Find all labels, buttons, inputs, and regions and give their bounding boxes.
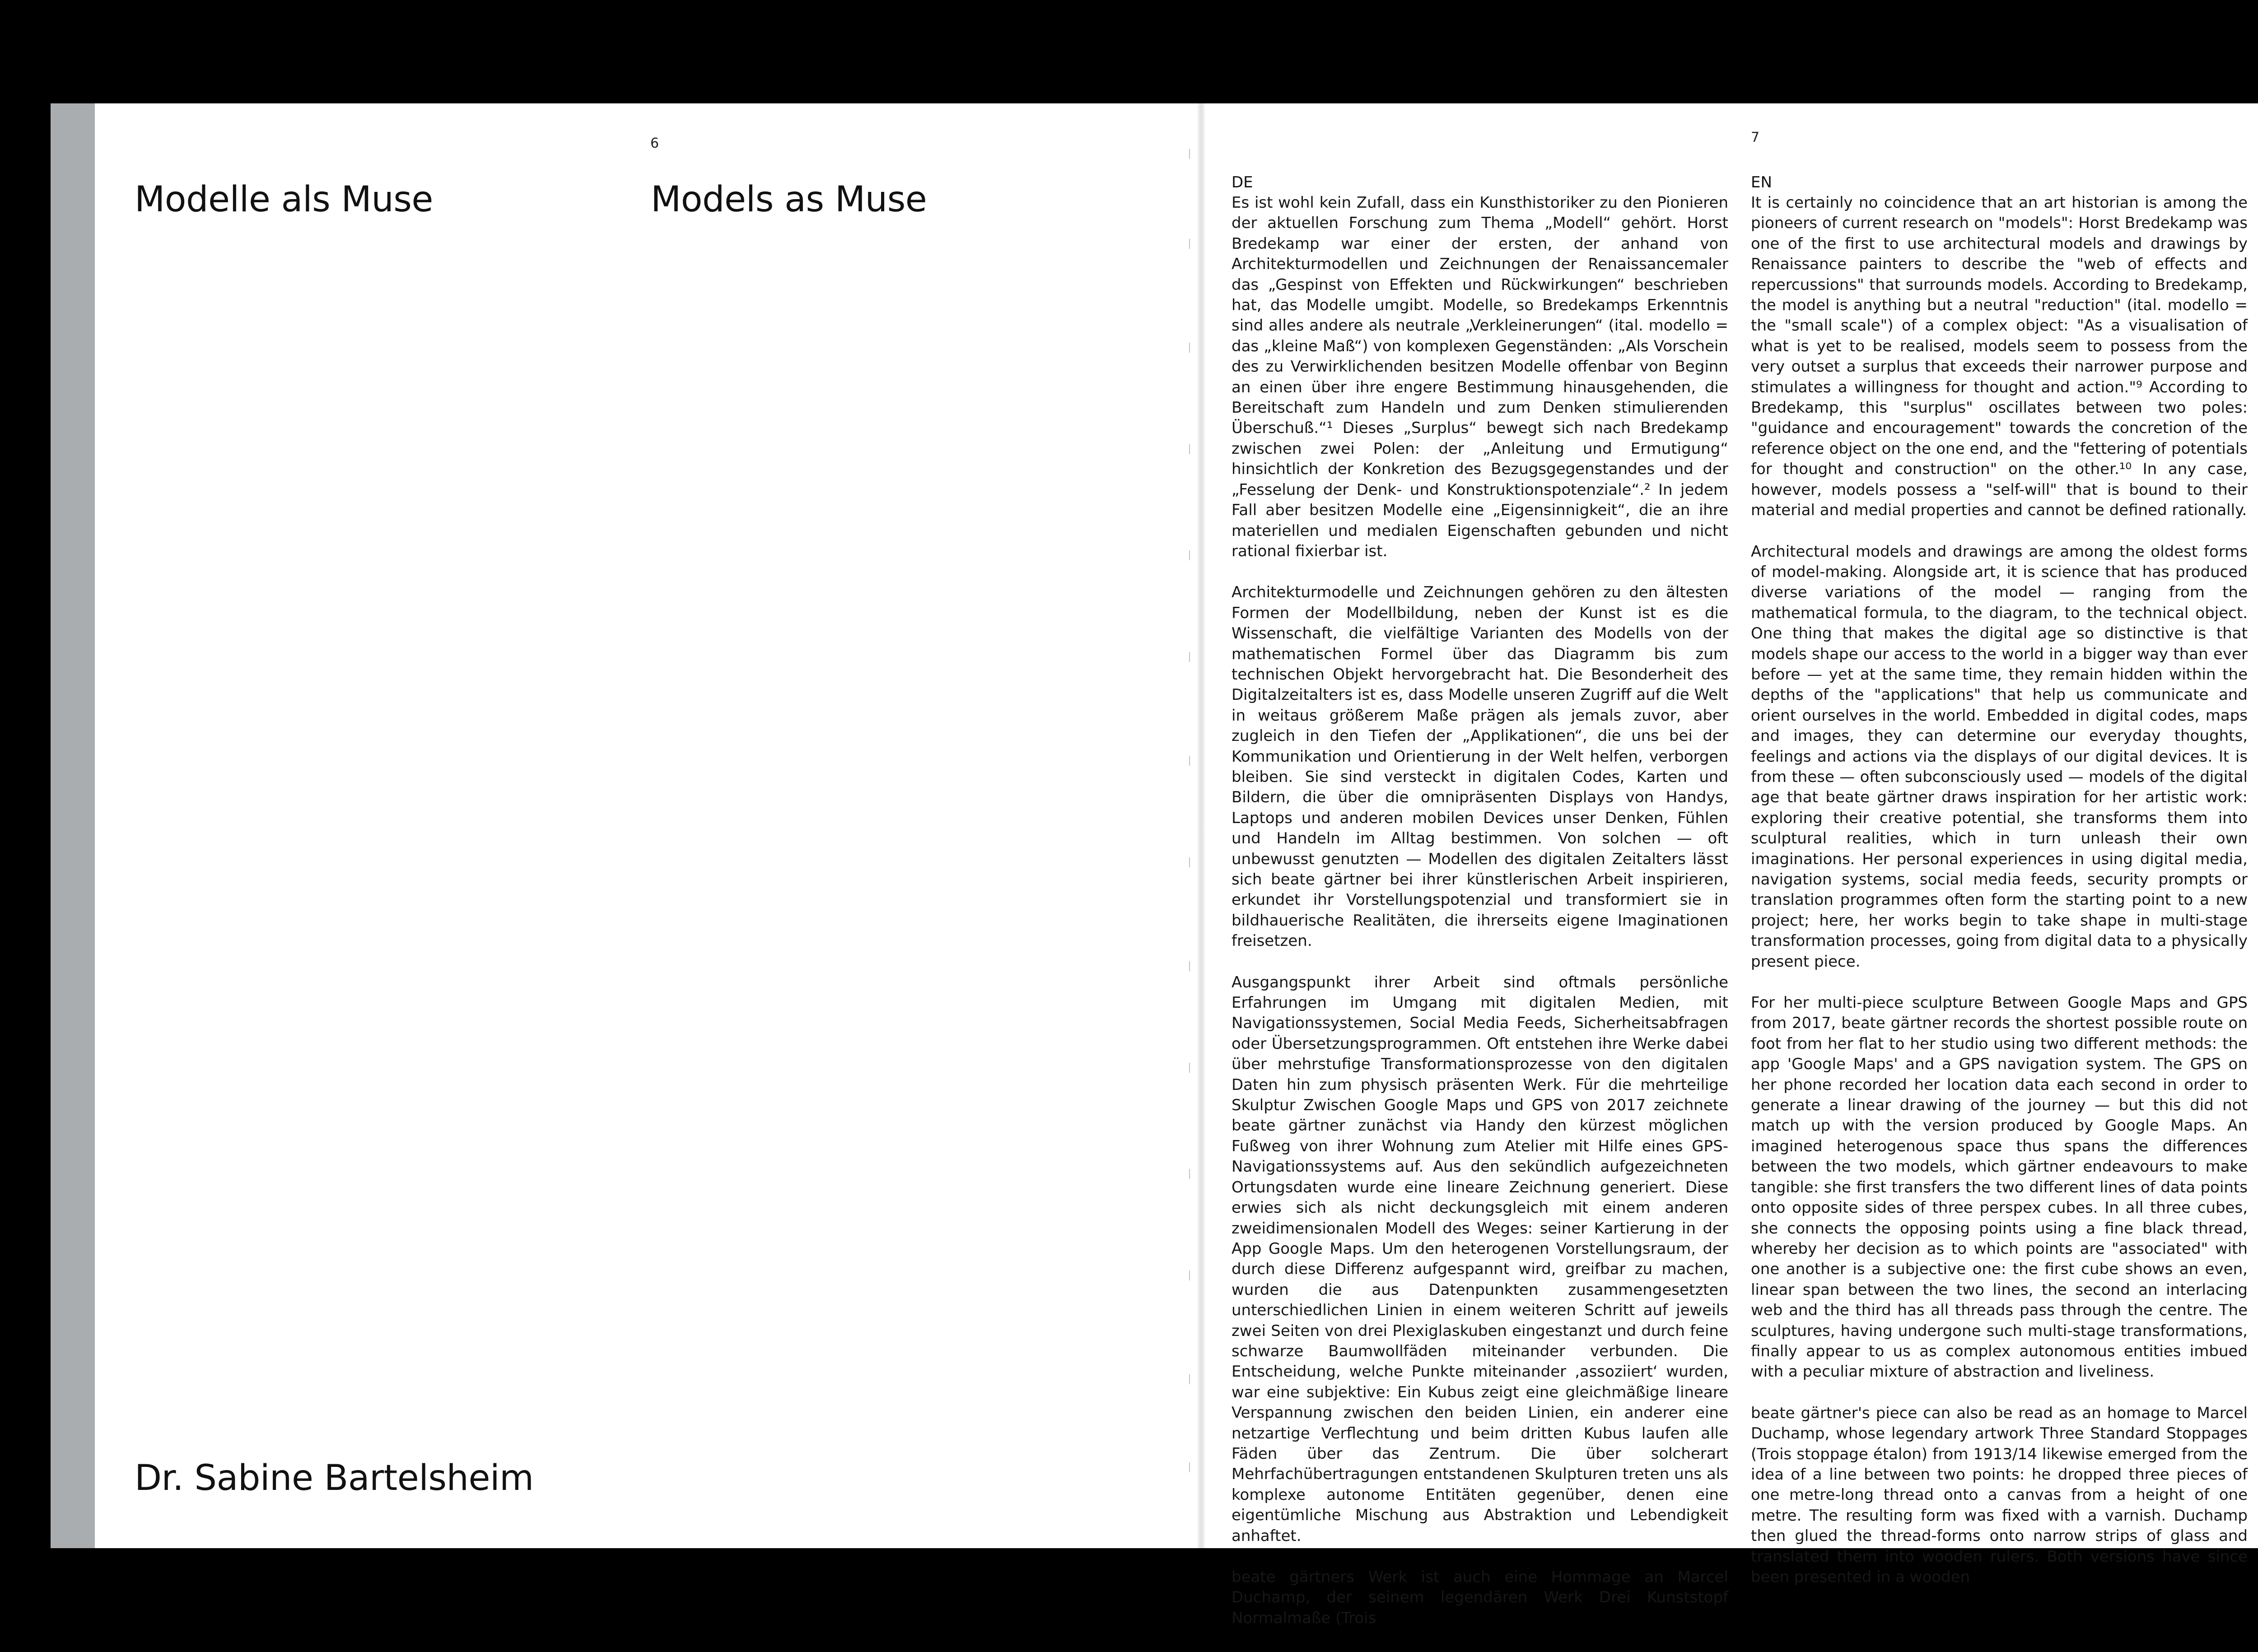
german-text-column bbox=[1232, 172, 1728, 1629]
author-name: Dr. Sabine Bartelsheim bbox=[135, 1458, 534, 1498]
margin-tick bbox=[1189, 343, 1190, 353]
paragraph: Ausgangspunkt ihrer Arbeit sind oftmals persönliche Erfahrungen im Umgang mit digitalen Medien, mit Navigationssystemen, Social Media Feeds, Sicherheitsabfragen oder Übersetzungsprogrammen. Oft entstehen ihre Werke dabei über mehrstufige Transformationsprozesse von den digitalen Daten hin zum physisch präsenten Werk. Für die mehrteilige Skulptur Zwischen Google Maps und GPS von 2017 zeichnete beate gärtner zunächst via Handy den kürzest möglichen Fußweg von ihrer Wohnung zum Atelier mit Hilfe eines GPS-Navigationssystems auf. Aus den sekündlich aufgezeichneten Ortungsdaten wurde eine lineare Zeichnung generiert. Diese erwies sich als nicht deckungsgleich mit einem anderen zweidimensionalen Modell des Weges: seiner Kartierung in der App Google Maps. Um den heterogenen Vorstellungsraum, der durch diese Differenz aufgespannt wird, greifbar zu machen, wurden die aus Datenpunkten zusammengesetzten unterschiedlichen Linien in einem weiteren Schritt auf jeweils zwei Seiten von drei Plexiglaskuben eingestanzt und durch feine schwarze Baumwollfäden miteinander verbunden. Die Entscheidung, welche Punkte miteinander ‚assoziiert‘ wurden, war eine subjektive: Ein Kubus zeigt eine gleichmäßige lineare Verspannung zwischen den beiden Linien, ein anderer eine netzartige Verflechtung und beim dritten Kubus laufen alle Fäden über das Zentrum. Die über solcherart Mehrfachübertragungen entstandenen Skulpturen treten uns als komplexe autonome Entitäten gegenüber, denen eine eigentümliche Mischung aus Abstraktion und Lebendigkeit anhaftet. bbox=[1232, 973, 1728, 1545]
margin-tick bbox=[1189, 756, 1190, 766]
margin-tick bbox=[1189, 444, 1190, 454]
margin-tick bbox=[1189, 1462, 1190, 1472]
english-body-text bbox=[1751, 193, 2248, 1587]
margin-tick bbox=[1189, 961, 1190, 971]
margin-tick bbox=[1189, 1270, 1190, 1280]
language-label-de: DE bbox=[1232, 173, 1253, 191]
underlying-page-edge bbox=[51, 103, 95, 1548]
title-german: Modelle als Muse bbox=[135, 179, 433, 220]
paragraph: beate gärtner's piece can also be read as an homage to Marcel Duchamp, whose legendary artwork Three Standard Stoppages (Trois stoppage étalon) from 1913/14 likewise emerged from the idea of a line between two points: he dropped three pieces of one metre-long thread onto a canvas from a height of one metre. The resulting form was fixed with a varnish. Duchamp then glued the thread-forms onto narrow strips of glass and translated them into wooden rulers. Both versions have since been presented in a wooden bbox=[1751, 1404, 2248, 1586]
margin-tick bbox=[1189, 1169, 1190, 1179]
margin-tick bbox=[1189, 1374, 1190, 1384]
page-number-left: 6 bbox=[650, 135, 659, 151]
margin-tick bbox=[1189, 239, 1190, 249]
margin-tick bbox=[1189, 857, 1190, 867]
paragraph: For her multi-piece sculpture Between Google Maps and GPS from 2017, beate gärtner records the shortest possible route on foot from her flat to her studio using two different methods: the app 'Google Maps' and a GPS navigation system. The GPS on her phone recorded her location data each second in order to generate a linear drawing of the journey — but this did not match up with the version produced by Google Maps. An imagined heterogenous space thus spans the differences between the two models, which gärtner endeavours to make tangible: she first transfers the two different lines of data points onto opposite sides of three perspex cubes. In all three cubes, she connects the opposing points using a fine black thread, whereby her decision as to which points are "associated" with one another is a subjective one: the first cube shows an even, linear span between the two lines, the second an interlacing web and the third has all threads pass through the centre. The sculptures, having undergone such multi-stage transformations, finally appear to us as complex autonomous entities imbued with a peculiar mixture of abstraction and liveliness. bbox=[1751, 994, 2248, 1381]
right-page bbox=[1201, 103, 2258, 1627]
margin-tick bbox=[1189, 652, 1190, 662]
paragraph: Architekturmodelle und Zeichnungen gehören zu den ältesten Formen der Modellbildung, neben der Kunst ist es die Wissenschaft, die vielfältige Varianten des Modells von der mathematischen Formel über das Diagramm bis zum technischen Objekt hervorgebracht hat. Die Besonderheit des Digitalzeitalters ist es, dass Modelle unseren Zugriff auf die Welt in weitaus größerem Maße prägen als jemals zuvor, aber zugleich in den Tiefen der „Applikationen“, die uns bei der Kommunikation und Orientierung in der Welt helfen, verborgen bleiben. Sie sind versteckt in digitalen Codes, Karten und Bildern, die über die omnipräsenten Displays von Handys, Laptops und anderen mobilen Devices unser Denken, Fühlen und Handeln im Alltag bestimmen. Von solchen — oft unbewusst genutzten — Modellen des digitalen Zeitalters lässt sich beate gärtner bei ihrer künstlerischen Arbeit inspirieren, erkundet ihr Vorstellungspotenzial und transformiert sie in bildhauerische Realitäten, die ihrerseits eigene Imaginationen freisetzen. bbox=[1232, 583, 1728, 950]
title-english: Models as Muse bbox=[651, 179, 927, 220]
left-page bbox=[95, 103, 1201, 1548]
margin-tick bbox=[1189, 1063, 1190, 1073]
book-gutter-fold bbox=[1198, 103, 1205, 1548]
german-body-text bbox=[1232, 193, 1728, 1629]
paragraph: Es ist wohl kein Zufall, dass ein Kunsthistoriker zu den Pionieren der aktuellen Forschung zum Thema „Modell“ gehört. Horst Bredekamp war einer der ersten, der anhand von Architekturmodellen und Zeichnungen der Renaissancemaler das „Gespinst von Effekten und Rückwirkungen“ beschrieben hat, das Modelle umgibt. Modelle, so Bredekamps Erkenntnis sind alles andere als neutrale „Verkleinerungen“ (ital. modello = das „kleine Maß“) von komplexen Gegenständen: „Als Vorschein des zu Verwirklichenden besitzen Modelle offenbar von Beginn an einen über ihre engere Bestimmung hinausgehenden, die Bereitschaft zum Handeln und zum Denken stimulierenden Überschuß.“¹ Dieses „Surplus“ bewegt sich nach Bredekamp zwischen zwei Polen: der „Anleitung und Ermutigung“ hinsichtlich der Konkretion des Bezugsgegenstandes und der „Fesselung der Denk- und Konstruktionspotenziale“.² In jedem Fall aber besitzen Modelle eine „Eigensinnigkeit“, die an ihre materiellen und medialen Eigenschaften gebunden und nicht rational fixierbar ist. bbox=[1232, 194, 1728, 560]
language-label-en: EN bbox=[1751, 173, 1772, 191]
paragraph: Architectural models and drawings are among the oldest forms of model-making. Alongside art, it is science that has produced diverse variations of the model — ranging from the mathematical formula, to the diagram, to the technical object. One thing that makes the digital age so distinctive is that models shape our access to the world in a bigger way than ever before — yet at the same time, they remain hidden within the depths of the "applications" that help us communicate and orient ourselves in the world. Embedded in digital codes, maps and images, they can determine our everyday thoughts, feelings and actions via the displays of our digital devices. It is from these — often subconsciously used — models of the digital age that beate gärtner draws inspiration for her artistic work: exploring their creative potential, she transforms them into sculptural realities, which in turn unleash their own imaginations. Her personal experiences in using digital media, navigation systems, social media feeds, security prompts or translation programmes often form the starting point to a new project; here, her works begin to take shape in multi-stage transformation processes, going from digital data to a physically present piece. bbox=[1751, 542, 2248, 971]
margin-tick bbox=[1189, 550, 1190, 560]
paragraph: beate gärtners Werk ist auch eine Hommage an Marcel Duchamp, der seinem legendären Werk Drei Kunststopf Normalmaße (Trois bbox=[1232, 1568, 1728, 1627]
margin-tick bbox=[1189, 149, 1190, 159]
paragraph: It is certainly no coincidence that an art historian is among the pioneers of current research on "models": Horst Bredekamp was one of the first to use architectural models and drawings by Renaissance painters to describe the "web of effects and repercussions" that surrounds models. According to Bredekamp, the model is anything but a neutral "reduction" (ital. modello = the "small scale") of a complex object: "As a visualisation of what is yet to be realised, models seem to possess from the very outset a surplus that exceeds their narrower purpose and stimulates a willingness for thought and action."⁹ According to Bredekamp, this "surplus" oscillates between two poles: "guidance and encouragement" towards the concretion of the reference object on the one end, and the "fettering of potentials for thought and construction" on the other.¹⁰ In any case, however, models possess a "self-will" that is bound to their material and medial properties and cannot be defined rationally. bbox=[1751, 194, 2248, 520]
page-number-right: 7 bbox=[1751, 130, 1760, 145]
english-text-column bbox=[1751, 172, 2248, 1587]
